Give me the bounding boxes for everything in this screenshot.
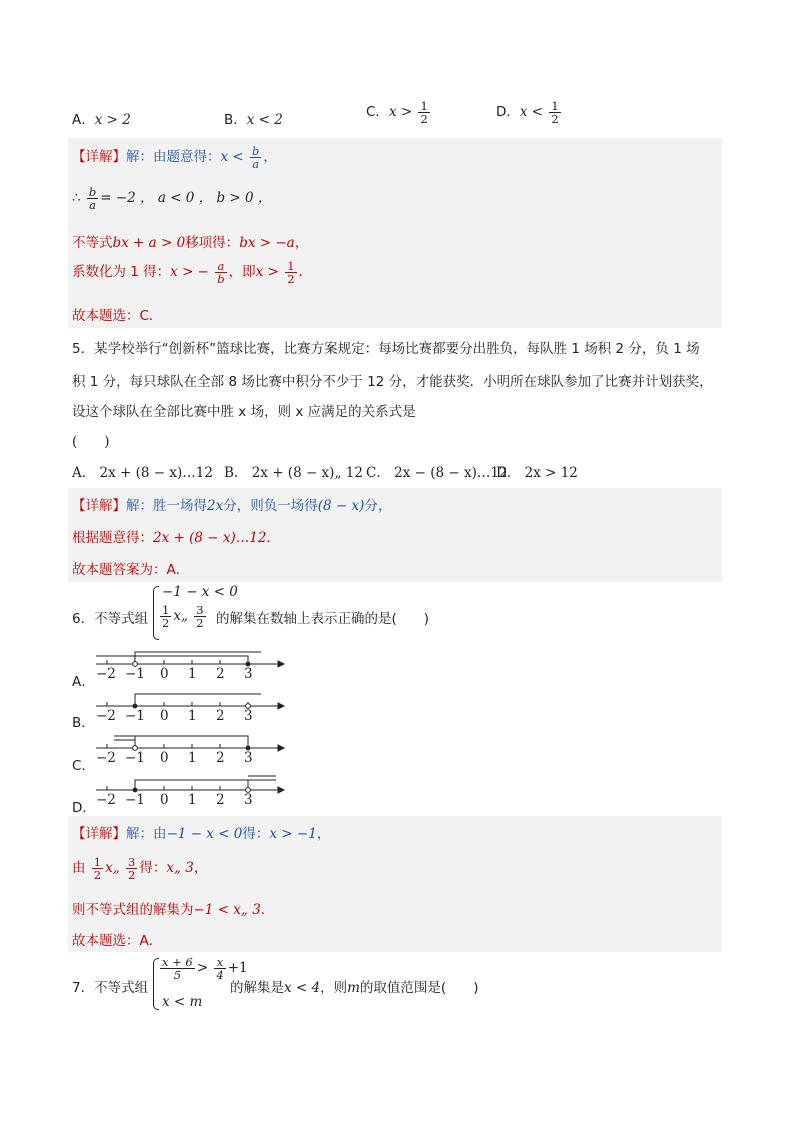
q4-solution-line4: 系数化为 1 得：x > − $\frac{a}{b}$ ，即x > $\frac{1}{2}$ ． xyxy=(72,259,313,286)
q5-option-b: B． 2x + (8 − x)„ 12 xyxy=(224,465,363,481)
q6-ticks-b: −2 −1 0 1 2 3 xyxy=(96,708,253,724)
q4-solution-line5: 故本题选：C． xyxy=(72,308,163,324)
q4-solution-line3: 不等式bx + a > 0移项得：bx > −a， xyxy=(72,235,309,251)
q5-text-line1: 5．某学校举行“创新杯”篮球比赛，比赛方案规定：每场比赛都要分出胜负，每队胜 1 场积 2 分，负 1 场 xyxy=(72,341,700,357)
fraction: $\frac{1}{2}$ xyxy=(551,99,559,126)
q4-solution-line1: 【详解】解：由题意得：x < $\frac{b}{a}$ ， xyxy=(72,144,277,171)
q6-solution-line2: 由 $\frac{1}{2}$ x„ $\frac{3}{2}$ 得：x„ 3， xyxy=(72,855,208,882)
q6-solution-line4: 故本题选：A． xyxy=(72,933,163,949)
q4-solution-line2: ∴ $\frac{b}{a}$ = −2 ， a < 0 ， b > 0 ， xyxy=(72,185,272,212)
q6-system-row2: $\frac{1}{2}$ x„ $\frac{3}{2}$ xyxy=(162,603,204,630)
q6-ticks-c: −2 −1 0 1 2 3 xyxy=(96,750,253,766)
q6-option-c-label: C． xyxy=(72,758,95,774)
q7-prefix: 7．不等式组 xyxy=(72,980,149,996)
q7-system-row1: $\frac{x + 6}{5}$ > $\frac{x}{4}$ +1 xyxy=(162,955,248,982)
q5-solution-line1: 【详解】解：胜一场得2x分，则负一场得(8 − x)分， xyxy=(72,498,392,514)
q4-option-a: A．x > 2 xyxy=(72,112,131,128)
fraction: $\frac{1}{2}$ xyxy=(420,99,428,126)
q5-option-c: C． 2x − (8 − x)…12 xyxy=(366,465,508,481)
q6-option-d-label: D． xyxy=(72,800,96,816)
q4-option-b: B．x < 2 xyxy=(224,112,283,128)
q5-option-d: D． 2x > 12 xyxy=(496,465,578,481)
q5-option-a: A． 2x + (8 − x)…12 xyxy=(72,465,213,481)
q7-system-row2: x < m xyxy=(162,994,203,1010)
q5-solution-line2: 根据题意得：2x + (8 − x)…12． xyxy=(72,530,280,546)
q5-text-line2: 积 1 分，每只球队在全部 8 场比赛中积分不少于 12 分，才能获奖．小明所在球队参加了比赛并计划获奖， xyxy=(72,374,713,390)
q6-system-row1: −1 − x < 0 xyxy=(162,584,238,600)
q4-option-d: D．x < $\frac{1}{2}$ xyxy=(496,99,559,126)
q6-suffix: 的解集在数轴上表示正确的是( ) xyxy=(216,611,430,627)
q6-option-b-label: B． xyxy=(72,715,95,731)
q6-solution-line3: 则不等式组的解集为−1 < x„ 3． xyxy=(72,902,275,918)
q6-solution-line1: 【详解】解：由−1 − x < 0得：x > −1， xyxy=(72,826,331,842)
q5-text-line3: 设这个球队在全部比赛中胜 x 场，则 x 应满足的关系式是 xyxy=(72,404,416,420)
q6-ticks-d: −2 −1 0 1 2 3 xyxy=(96,792,253,808)
q6-option-a-label: A． xyxy=(72,674,95,690)
q5-paren: ( ) xyxy=(72,434,110,450)
q7-suffix: 的解集是x < 4，则m的取值范围是( ) xyxy=(230,980,479,996)
q4-option-c: C．x > $\frac{1}{2}$ xyxy=(366,99,428,126)
q6-ticks-a: −2 −1 0 1 2 3 xyxy=(96,666,253,682)
q6-prefix: 6．不等式组 xyxy=(72,611,149,627)
q5-solution-line3: 故本题答案为：A． xyxy=(72,562,190,578)
